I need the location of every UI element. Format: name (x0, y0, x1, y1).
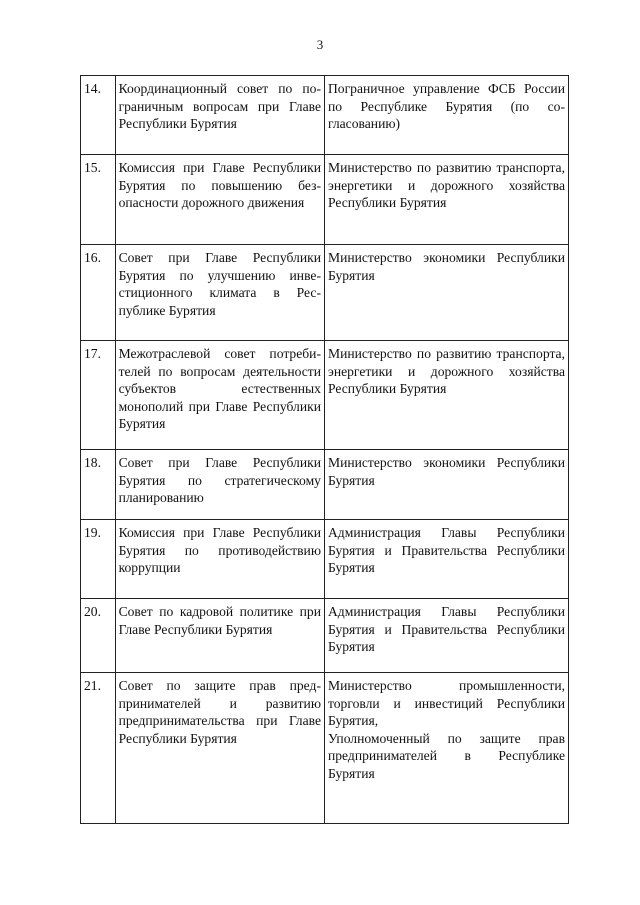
councils-table (80, 75, 569, 824)
responsible-body (324, 341, 568, 450)
table-row (81, 599, 569, 673)
table-row (81, 673, 569, 824)
responsible-line: Министерство по развитию транспорта, энергетики и дорожного хозяйства Республики Бурятия (327, 346, 565, 397)
council-name: Совет по кадровой политике при Главе Республики Бурятия (115, 599, 324, 673)
row-number: 15. (81, 155, 116, 245)
responsible-body (324, 155, 568, 245)
responsible-line: Министерство экономики Республики Бурятия (327, 455, 565, 488)
responsible-line: Министерство экономики Республики Бурятия (327, 250, 565, 283)
row-number: 17. (81, 341, 116, 450)
responsible-line: Пограничное управление ФСБ России по Республике Бурятия (по согласованию) (327, 81, 565, 132)
council-name: Совет по защите прав предпринимателей и развитию предпринимательства при Главе Республики Бурятия (115, 673, 324, 824)
responsible-body (324, 76, 568, 155)
responsible-body (324, 599, 568, 673)
row-number: 19. (81, 520, 116, 599)
responsible-line: Уполномоченный по защите прав предпринимателей в Республике Бурятия (327, 730, 565, 781)
table-row (81, 341, 569, 450)
responsible-body (324, 450, 568, 520)
responsible-body (324, 673, 568, 824)
table-row (81, 520, 569, 599)
row-number: 21. (81, 673, 116, 824)
council-name: Комиссия при Главе Республики Бурятия по повышению безопасности дорожного движения (115, 155, 324, 245)
council-name: Комиссия при Главе Республики Бурятия по противодействию коррупции (115, 520, 324, 599)
table-row (81, 155, 569, 245)
council-name: Совет при Главе Республики Бурятия по стратегическому планированию (115, 450, 324, 520)
responsible-line: Министерство по развитию транспорта, энергетики и дорожного хозяйства Республики Бурятия (327, 160, 565, 211)
responsible-line: Администрация Главы Республики Бурятия и Правительства Республики Бурятия (327, 604, 565, 655)
council-name: Координационный совет по пограничным вопросам при Главе Республики Бурятия (115, 76, 324, 155)
page-number: 3 (316, 37, 324, 52)
responsible-line: Администрация Главы Республики Бурятия и Правительства Республики Бурятия (327, 525, 565, 576)
row-number: 16. (81, 245, 116, 341)
table-row (81, 450, 569, 520)
responsible-body (324, 245, 568, 341)
row-number: 20. (81, 599, 116, 673)
council-name: Совет при Главе Республики Бурятия по улучшению инвестиционного климата в Республике Бурятия (115, 245, 324, 341)
council-name: Межотраслевой совет потребителей по вопросам деятельности субъектов естественных монополий при Главе Республики Бурятия (115, 341, 324, 450)
responsible-body (324, 520, 568, 599)
table-row (81, 76, 569, 155)
table-row (81, 245, 569, 341)
row-number: 18. (81, 450, 116, 520)
responsible-line: Министерство промышленности, торговли и инвестиций Республики Бурятия, (327, 678, 565, 729)
row-number: 14. (81, 76, 116, 155)
